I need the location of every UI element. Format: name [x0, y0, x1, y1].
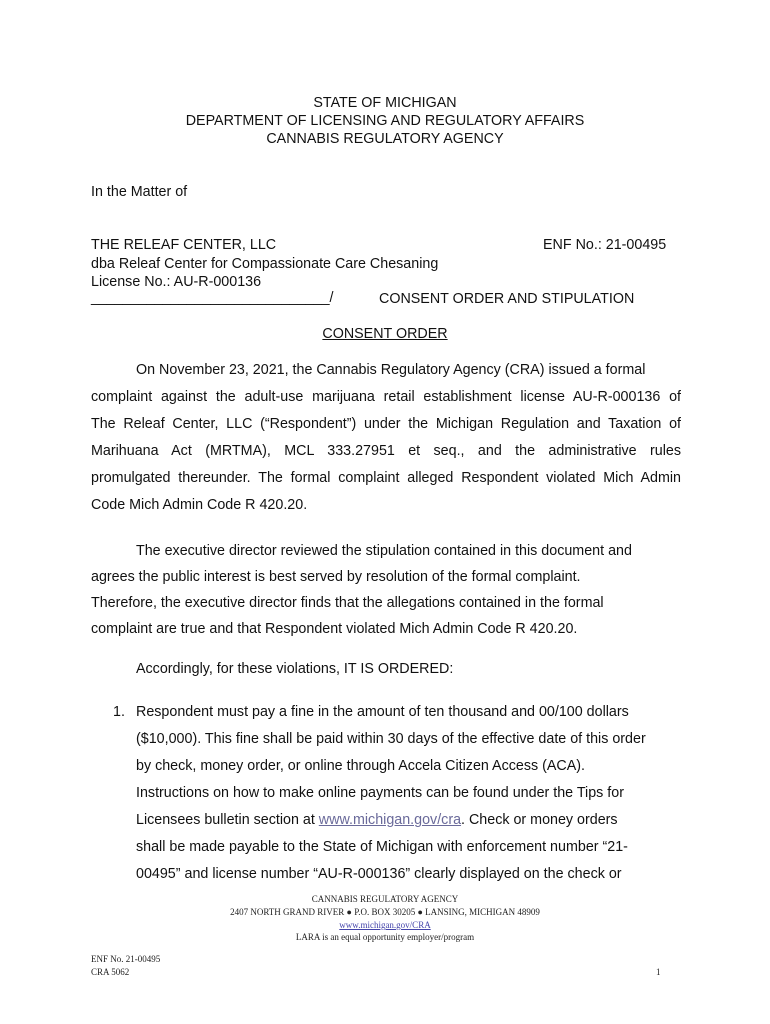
- list-item-line: ($10,000). This fine shall be paid within 30 days of the effective date of this order: [136, 731, 646, 747]
- header-department: DEPARTMENT OF LICENSING AND REGULATORY AFFAIRS: [185, 113, 585, 129]
- matter-intro: In the Matter of: [91, 184, 188, 200]
- list-item-line: [136, 810, 618, 830]
- list-item-text: . Check or money orders: [461, 812, 618, 828]
- para1-line: promulgated thereunder. The formal complaint alleged Respondent violated Mich Admin: [91, 470, 681, 486]
- list-item-line: Instructions on how to make online payments can be found under the Tips for: [136, 785, 624, 801]
- list-item-line: Respondent must pay a fine in the amount of ten thousand and 00/100 dollars: [136, 704, 629, 720]
- para1-line: The Releaf Center, LLC (“Respondent”) under the Michigan Regulation and Taxation of: [91, 416, 681, 432]
- header-state: STATE OF MICHIGAN: [313, 95, 457, 111]
- section-title: CONSENT ORDER: [322, 326, 448, 342]
- para1-line: complaint against the adult-use marijuana retail establishment license AU-R-000136 of: [91, 389, 681, 405]
- footer-enf-ref: ENF No. 21-00495: [91, 954, 161, 964]
- footer-address: 2407 NORTH GRAND RIVER ● P.O. BOX 30205 ● LANSING, MICHIGAN 48909: [230, 907, 540, 917]
- footer-form-number: CRA 5062: [91, 967, 130, 977]
- list-item-line: by check, money order, or online through Accela Citizen Access (ACA).: [136, 758, 585, 774]
- document-type: CONSENT ORDER AND STIPULATION: [379, 291, 635, 307]
- para2-line: The executive director reviewed the stipulation contained in this document and: [136, 543, 632, 559]
- list-item-text: Licensees bulletin section at: [136, 812, 319, 828]
- header-agency: CANNABIS REGULATORY AGENCY: [266, 131, 504, 147]
- para1-line: Marihuana Act (MRTMA), MCL 333.27951 et seq., and the administrative rules: [91, 443, 681, 459]
- dba-name: dba Releaf Center for Compassionate Care Chesaning: [91, 256, 439, 272]
- cra-website-link[interactable]: www.michigan.gov/cra: [318, 812, 462, 828]
- list-item-line: shall be made payable to the State of Michigan with enforcement number “21-: [136, 839, 628, 855]
- para1-line: Code Mich Admin Code R 420.20.: [91, 497, 308, 513]
- ordered-statement: Accordingly, for these violations, IT IS ORDERED:: [136, 661, 454, 677]
- enf-number: ENF No.: 21-00495: [543, 237, 667, 253]
- para2-line: complaint are true and that Respondent violated Mich Admin Code R 420.20.: [91, 621, 578, 637]
- footer-agency: CANNABIS REGULATORY AGENCY: [311, 894, 459, 904]
- list-item-line: 00495” and license number “AU-R-000136” clearly displayed on the check or: [136, 866, 622, 882]
- para2-line: Therefore, the executive director finds that the allegations contained in the formal: [91, 595, 604, 611]
- para2-line: agrees the public interest is best served by resolution of the formal complaint.: [91, 569, 581, 585]
- list-item-number: 1.: [113, 704, 125, 720]
- respondent-name: THE RELEAF CENTER, LLC: [91, 237, 277, 253]
- para1-line: On November 23, 2021, the Cannabis Regulatory Agency (CRA) issued a formal: [136, 362, 646, 378]
- page-number: 1: [656, 967, 661, 977]
- footer-eeo: LARA is an equal opportunity employer/program: [295, 932, 475, 942]
- license-number: License No.: AU-R-000136: [91, 274, 262, 290]
- footer-website-line: [0, 920, 770, 930]
- caption-signature-line: ______________________________/: [91, 290, 334, 306]
- footer-website-link[interactable]: www.michigan.gov/CRA: [339, 920, 431, 930]
